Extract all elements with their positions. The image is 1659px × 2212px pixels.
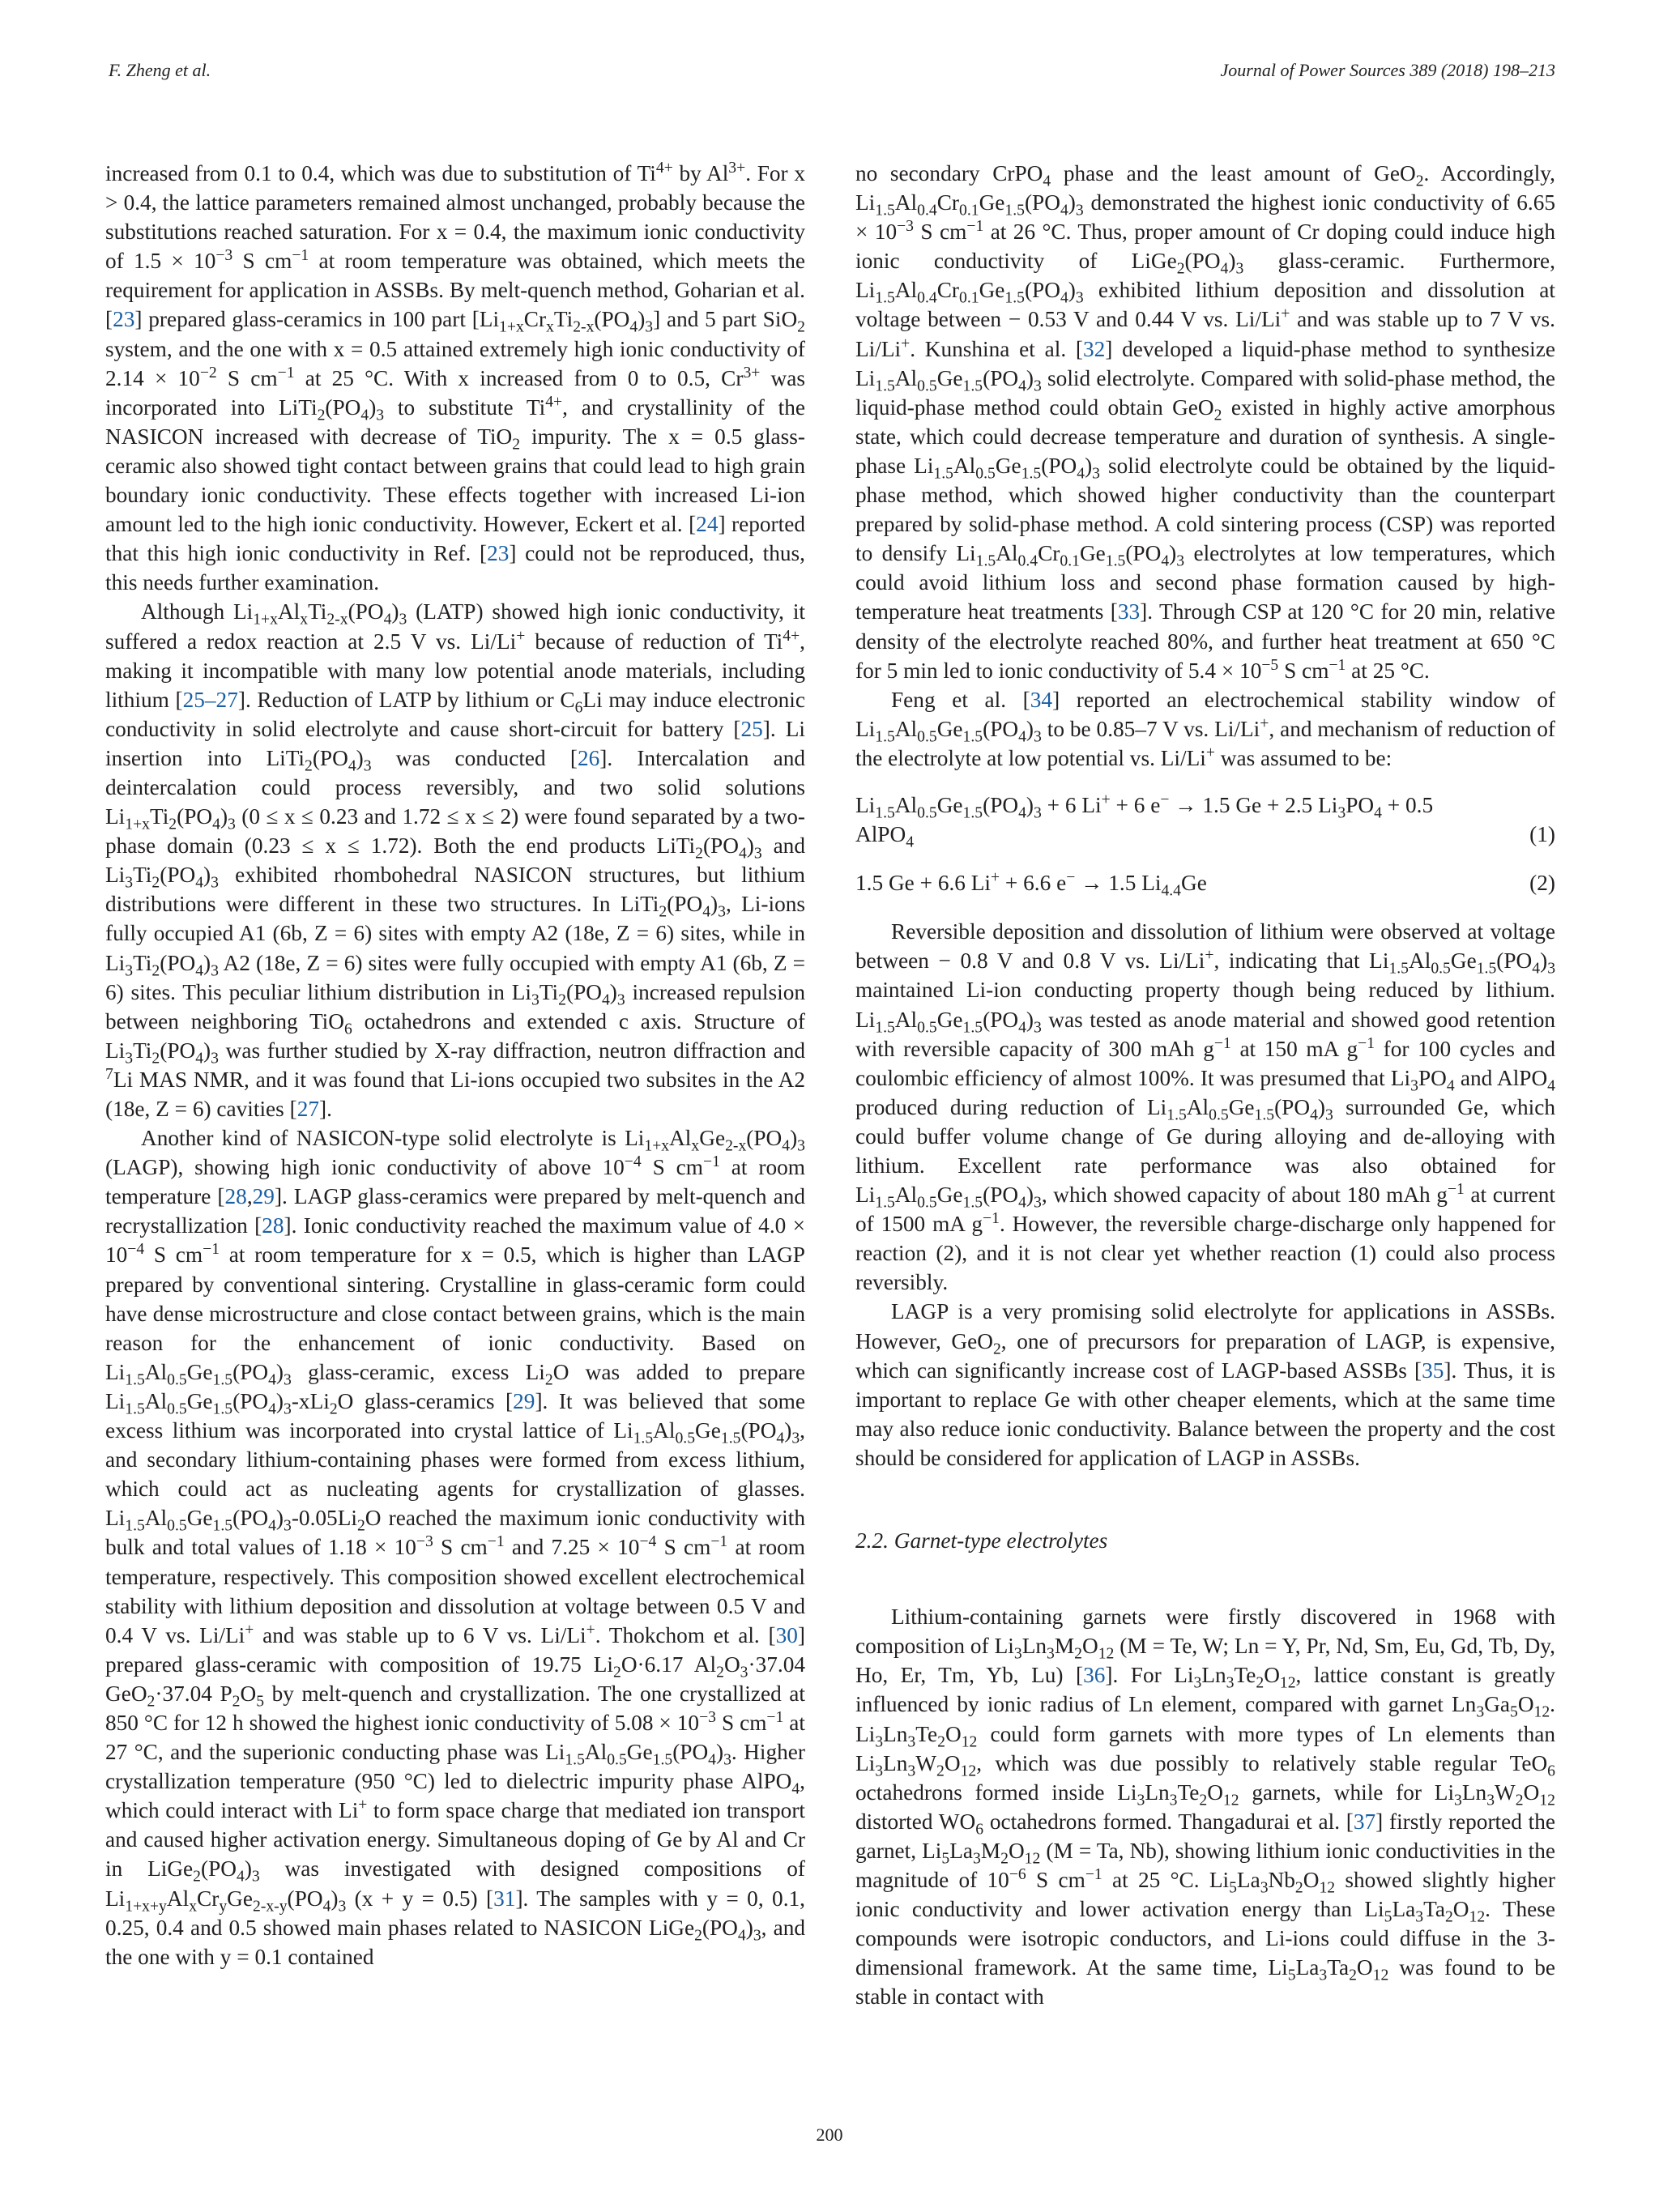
running-header-left: F. Zheng et al. bbox=[109, 60, 211, 80]
paragraph: no secondary CrPO$_4$ phase and the least amount of GeO$_2$. Accordingly, $Li_{1.5}Al_{0.4}Cr_{0.1}Ge_{1.5}(PO_4)_3$ demonstrated the highest ionic conductivity of $6.65 \times 10^{-3}$ S $cm^{-1}$ at 26 °C. Thus, proper amount of Cr doping could induce high ionic conductivity of $LiGe_2(PO_4)_3$ glass-ceramic. Furthermore, $Li_{1.5}Al_{0.4}Cr_{0.1}Ge_{1.5}(PO_4)_3$ exhibited lithium deposition and dissolution at voltage between − 0.53 V and 0.44 V vs. Li/Li+ and was stable up to 7 V vs. Li/Li+. Kunshina et al. [32] developed a liquid-phase method to synthesize $Li_{1.5}Al_{0.5}Ge_{1.5}(PO_4)_3$ solid electrolyte. Compared with solid-phase method, the liquid-phase method could obtain GeO$_2$ existed in highly active amorphous state, which could decrease temperature and duration of synthesis. A single-phase $Li_{1.5}Al_{0.5}Ge_{1.5}(PO_4)_3$ solid electrolyte could be obtained by the liquid-phase method, which showed higher conductivity than the counterpart prepared by solid-phase method. A cold sintering process (CSP) was reported to densify $Li_{1.5}Al_{0.4}Cr_{0.1}Ge_{1.5}(PO_4)_3$ electrolytes at low temperatures, which could avoid lithium loss and second phase formation caused by high-temperature heat treatments [33]. Through CSP at 120 °C for 20 min, relative density of the electrolyte reached 80%, and further heat treatment at 650 °C for 5 min led to ionic conductivity of $5.4 \times 10^{-5}$ S $cm^{-1}$ at 25 °C. bbox=[855, 161, 1556, 683]
paragraph: Although $Li_{1+x}Al_xTi_{2-x}(PO_4)_3$ (LATP) showed high ionic conductivity, it suffered a redox reaction at 2.5 V vs. Li/Li+ because of reduction of $Ti^{4+}$, making it incompatible with many low potential anode materials, including lithium [25–27]. Reduction of LATP by lithium or $C_6Li$ may induce electronic conductivity in solid electrolyte and cause short-circuit for battery [25]. Li insertion into $LiTi_2(PO_4)_3$ was conducted [26]. Intercalation and deintercalation could process reversibly, and two solid solutions $Li_{1+x}Ti_2(PO_4)_3$ (0 ≤ x ≤ 0.23 and 1.72 ≤ x ≤ 2) were found separated by a two-phase domain (0.23 ≤ x ≤ 1.72). Both the end products $LiTi_2(PO_4)_3$ and $Li_3Ti_2(PO_4)_3$ exhibited rhombohedral NASICON structures, but lithium distributions were different in these two structures. In $LiTi_2(PO_4)_3$, Li-ions fully occupied A1 (6b, Z = 6) sites with empty A2 (18e, Z = 6) sites, while in $Li_3Ti_2(PO_4)_3$ A2 (18e, Z = 6) sites were fully occupied with empty A1 (6b, Z = 6) sites. This peculiar lithium distribution in $Li_3Ti_2(PO_4)_3$ increased repulsion between neighboring TiO$_6$ octahedrons and extended c axis. Structure of $Li_3Ti_2(PO_4)_3$ was further studied by X-ray diffraction, neutron diffraction and $^7$Li MAS NMR, and it was found that Li-ions occupied two subsites in the A2 (18e, Z = 6) cavities [27]. bbox=[105, 599, 806, 1121]
paragraph: LAGP is a very promising solid electrolyte for applications in ASSBs. However, GeO$_2$, one of precursors for preparation of LAGP, is expensive, which can significantly increase cost of LAGP-based ASSBs [35]. Thus, it is important to replace Ge with other cheaper elements, which at the same time may also reduce ionic conductivity. Balance between the property and the cost should be considered for application of LAGP in ASSBs. bbox=[855, 1299, 1555, 1470]
paragraph: Reversible deposition and dissolution of lithium were observed at voltage between − 0.8 V and 0.8 V vs. Li/Li+, indicating that $Li_{1.5}Al_{0.5}Ge_{1.5}(PO_4)_3$ maintained Li-ion conducting property though being reduced by lithium. $Li_{1.5}Al_{0.5}Ge_{1.5}(PO_4)_3$ was tested as anode material and showed good retention with reversible capacity of 300 mAh $g^{-1}$ at 150 mA $g^{-1}$ for 100 cycles and coulombic efficiency of almost 100%. It was presumed that $Li_3PO_4$ and AlPO$_4$ produced during reduction of $Li_{1.5}Al_{0.5}Ge_{1.5}(PO_4)_3$ surrounded Ge, which could buffer volume change of Ge during alloying and de-alloying with lithium. Excellent rate performance was also obtained for $Li_{1.5}Al_{0.5}Ge_{1.5}(PO_4)_3$, which showed capacity of about 180 mAh $g^{-1}$ at current of 1500 mA $g^{-1}$. However, the reversible charge-discharge only happened for reaction (2), and it is not clear yet whether reaction (1) could also process reversibly. bbox=[855, 919, 1556, 1295]
paragraph: Another kind of NASICON-type solid electrolyte is $Li_{1+x}Al_xGe_{2-x}(PO_4)_3$ (LAGP), showing high ionic conductivity of above $10^{-4}$ S $cm^{-1}$ at room temperature [28,29]. LAGP glass-ceramics were prepared by melt-quench and recrystallization [28]. Ionic conductivity reached the maximum value of $4.0 \times 10^{-4}$ S $cm^{-1}$ at room temperature for x = 0.5, which is higher than LAGP prepared by conventional sintering. Crystalline in glass-ceramic form could have dense microstructure and close contact between grains, which is the main reason for the enhancement of ionic conductivity. Based on $Li_{1.5}Al_{0.5}Ge_{1.5}(PO_4)_3$ glass-ceramic, excess $Li_2O$ was added to prepare $Li_{1.5}Al_{0.5}Ge_{1.5}(PO_4)_3-xLi_2O$ glass-ceramics [29]. It was believed that some excess lithium was incorporated into crystal lattice of $Li_{1.5}Al_{0.5}Ge_{1.5}(PO_4)_3$, and secondary lithium-containing phases were formed from excess lithium, which could act as nucleating agents for crystallization of glasses. $Li_{1.5}Al_{0.5}Ge_{1.5}(PO_4)_3-0.05Li_2O$ reached the maximum ionic conductivity with bulk and total values of $1.18 \times 10^{-3}$ S $cm^{-1}$ and $7.25 \times 10^{-4}$ S $cm^{-1}$ at room temperature, respectively. This composition showed excellent electrochemical stability with lithium deposition and dissolution at voltage between 0.5 V and 0.4 V vs. Li/Li+ and was stable up to 6 V vs. Li/Li+. Thokchom et al. [30] prepared glass-ceramic with composition of 19.75 $Li_2O\cdot 6.17$ $Al_2O_3\cdot 37.04$ GeO$_2$·37.04 $P_2O_5$ by melt-quench and crystallization. The one crystallized at 850 °C for 12 h showed the highest ionic conductivity of $5.08 \times 10^{-3}$ S $cm^{-1}$ at 27 °C, and the superionic conducting phase was $Li_{1.5}Al_{0.5}Ge_{1.5}(PO_4)_3$. Higher crystallization temperature (950 °C) led to dielectric impurity phase AlPO$_4$, which could interact with Li+ to form space charge that mediated ion transport and caused higher activation energy. Simultaneous doping of Ge by Al and Cr in $LiGe_2(PO_4)_3$ was investigated with designed compositions of $Li_{1+x+y}Al_xCr_yGe_{2-x-y}(PO_4)_3$ (x + y = 0.5) [31]. The samples with y = 0, 0.1, 0.25, 0.4 and 0.5 showed main phases related to NASICON $LiGe_2(PO_4)_3$, and the one with y = 0.1 contained bbox=[105, 1126, 805, 1969]
equation-2: 1.5 Ge + 6.6 Li+ + 6.6 e− → 1.5 $Li_{4.4}Ge$ (2) bbox=[855, 868, 1555, 900]
equation-number: (2) bbox=[1529, 871, 1555, 896]
paragraph: Feng et al. [34] reported an electrochemical stability window of $Li_{1.5}Al_{0.5}Ge_{1.5}(PO_4)_3$ to be 0.85–7 V vs. Li/Li+, and mechanism of reduction of the electrolyte at low potential vs. Li/Li+ was assumed to be: bbox=[855, 687, 1556, 770]
left-column bbox=[105, 159, 805, 1971]
equation-number: (1) bbox=[1529, 822, 1555, 847]
equation-1: $Li_{1.5}Al_{0.5}Ge_{1.5}(PO_4)_3 + 6$ Li+ + 6 e− → 1.5 Ge + 2.5 $Li_3PO_4 + 0.5$ AlPO$_4$ (1) bbox=[855, 790, 1555, 851]
page-number: 200 bbox=[816, 2125, 843, 2145]
paragraph: increased from 0.1 to 0.4, which was due to substitution of $Ti^{4+}$ by $Al^{3+}$. For x > 0.4, the lattice parameters remained almost unchanged, probably because the substitutions reached saturation. For x = 0.4, the maximum ionic conductivity of $1.5 \times 10^{-3}$ S $cm^{-1}$ at room temperature was obtained, which meets the requirement for application in ASSBs. By melt-quench method, Goharian et al. [23] prepared glass-ceramics in 100 part $[Li_{1+x}Cr_xTi_{2-x}(PO_4)_3]$ and 5 part SiO$_2$ system, and the one with x = 0.5 attained extremely high ionic conductivity of $2.14 \times 10^{-2}$ S $cm^{-1}$ at 25 °C. With x increased from 0 to 0.5, $Cr^{3+}$ was incorporated into $LiTi_2(PO_4)_3$ to substitute $Ti^{4+}$, and crystallinity of the NASICON increased with decrease of TiO$_2$ impurity. The x = 0.5 glass-ceramic also showed tight contact between grains that could lead to high grain boundary ionic conductivity. These effects together with increased Li-ion amount led to the high ionic conductivity. However, Eckert et al. [24] reported that this high ionic conductivity in Ref. [23] could not be reproduced, thus, this needs further examination. bbox=[105, 158, 806, 595]
section-heading: 2.2. Garnet-type electrolytes bbox=[855, 1528, 1108, 1554]
right-column bbox=[855, 159, 1555, 2011]
paragraph: Lithium-containing garnets were firstly discovered in 1968 with composition of $Li_3Ln_3M_2O_{12}$ (M = Te, W; Ln = Y, Pr, Nd, Sm, Eu, Gd, Tb, Dy, Ho, Er, Tm, Yb, Lu) [36]. For $Li_3Ln_3Te_2O_{12}$, lattice constant is greatly influenced by ionic radius of Ln element, compared with garnet $Ln_3Ga_5O_{12}$. $Li_3Ln_3Te_2O_{12}$ could form garnets with more types of Ln elements than $Li_3Ln_3W_2O_{12}$, which was due possibly to relatively stable regular TeO$_6$ octahedrons formed inside $Li_3Ln_3Te_2O_{12}$ garnets, while for $Li_3Ln_3W_2O_{12}$ distorted $WO_6$ octahedrons formed. Thangadurai et al. [37] firstly reported the garnet, $Li_5La_3M_2O_{12}$ (M = Ta, Nb), showing lithium ionic conductivities in the magnitude of $10^{-6}$ S $cm^{-1}$ at 25 °C. $Li_5La_3Nb_2O_{12}$ showed slightly higher ionic conductivity and lower activation energy than $Li_5La_3Ta_2O_{12}$. These compounds were isotropic conductors, and Li-ions could diffuse in the 3-dimensional framework. At the same time, $Li_5La_3Ta_2O_{12}$ was found to be stable in contact with bbox=[855, 1605, 1556, 2010]
running-header-right: Journal of Power Sources 389 (2018) 198–213 bbox=[1220, 60, 1555, 80]
